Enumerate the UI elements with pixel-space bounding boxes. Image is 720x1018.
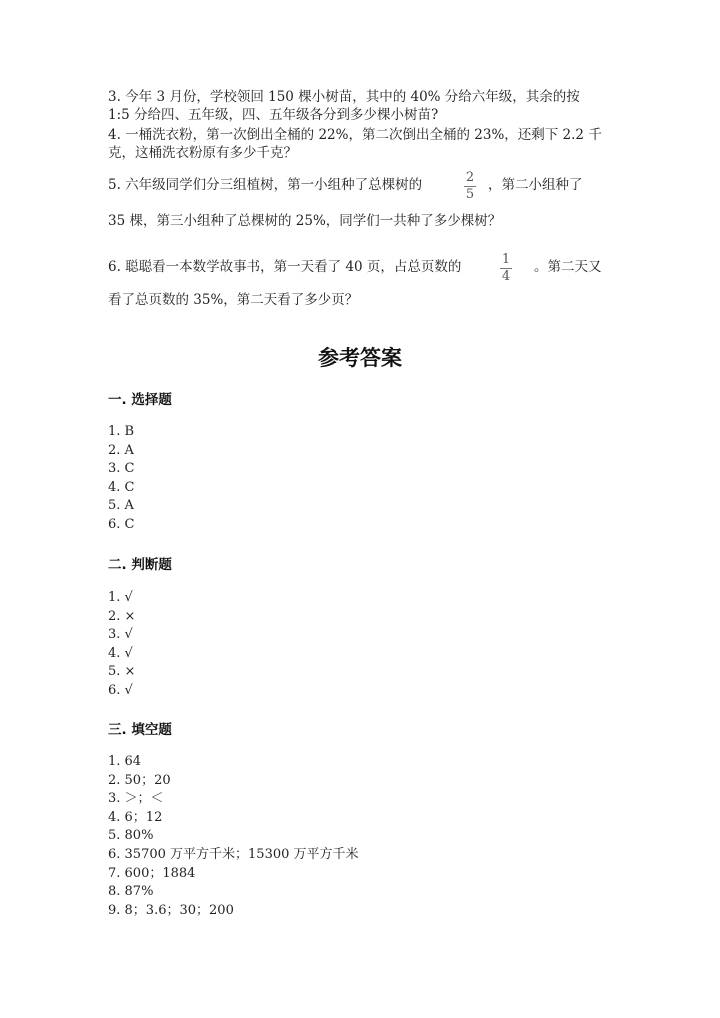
question-4-line-2: 克，这桶洗衣粉原有多少千克？ bbox=[108, 145, 297, 161]
answer-item: 7. 600；1884 bbox=[108, 865, 196, 881]
answer-list-judge bbox=[108, 589, 135, 701]
section-heading-fill: 三. 填空题 bbox=[108, 722, 172, 738]
question-3-line-1: 3. 今年 3 月份，学校领回 150 棵小树苗，其中的 40% 分给六年级，其余的按 bbox=[108, 89, 580, 105]
question-6-fraction bbox=[498, 253, 514, 284]
answer-item: 3. C bbox=[108, 461, 135, 477]
fraction-numerator: 2 bbox=[465, 170, 475, 185]
answer-item: 5. A bbox=[108, 498, 134, 514]
question-5-line-2: 35 棵，第三小组种了总棵树的 25%，同学们一共种了多少棵树？ bbox=[108, 213, 502, 229]
answer-item: 9. 8；3.6；30；200 bbox=[108, 902, 234, 918]
fraction-numerator: 1 bbox=[501, 252, 511, 267]
answer-item: 1. B bbox=[108, 424, 135, 439]
section-heading-judge: 二. 判断题 bbox=[108, 557, 172, 573]
answer-title: 参考答案 bbox=[318, 346, 402, 370]
question-6-line-2: 看了总页数的 35%，第二天看了多少页？ bbox=[108, 292, 359, 308]
answer-item: 5. 80% bbox=[108, 828, 154, 844]
question-5-line-1-start: 5. 六年级同学们分三组植树，第一小组种了总棵树的 bbox=[108, 177, 423, 193]
answer-item: 5. × bbox=[108, 664, 136, 680]
answer-item: 6. √ bbox=[108, 682, 133, 698]
question-6-line-1-start: 6. 聪聪看一本数学故事书，第一天看了 40 页，占总页数的 bbox=[108, 259, 462, 275]
answer-item: 4. C bbox=[108, 479, 135, 495]
question-6-line-1-end: 。第二天又 bbox=[534, 259, 602, 275]
answer-item: 8. 87% bbox=[108, 884, 154, 900]
answer-item: 3. √ bbox=[108, 627, 133, 643]
answer-item: 4. 6；12 bbox=[108, 809, 163, 825]
fraction-denominator: 5 bbox=[465, 187, 475, 202]
question-3-line-2: 1:5 分给四、五年级，四、五年级各分到多少棵小树苗? bbox=[108, 107, 439, 123]
answer-item: 2. A bbox=[108, 442, 134, 458]
fraction-denominator: 4 bbox=[501, 269, 511, 284]
section-heading-choice: 一. 选择题 bbox=[108, 392, 172, 408]
question-5-fraction bbox=[462, 171, 478, 202]
answer-list-choice bbox=[108, 423, 134, 535]
answer-item: 4. √ bbox=[108, 645, 133, 661]
question-4-line-1: 4. 一桶洗衣粉，第一次倒出全桶的 22%，第二次倒出全桶的 23%，还剩下 2.2 千 bbox=[108, 127, 602, 143]
answer-item: 1. √ bbox=[108, 590, 133, 605]
answer-list-fill bbox=[108, 753, 359, 920]
answer-item: 1. 64 bbox=[108, 754, 142, 769]
question-5-line-1-end: ，第二小组种了 bbox=[488, 177, 583, 193]
answer-item: 6. 35700 万平方千米；15300 万平方千米 bbox=[108, 846, 359, 862]
answer-item: 6. C bbox=[108, 516, 135, 532]
answer-item: 3. ＞；＜ bbox=[108, 791, 164, 807]
answer-item: 2. 50；20 bbox=[108, 772, 171, 788]
answer-item: 2. × bbox=[108, 608, 136, 624]
